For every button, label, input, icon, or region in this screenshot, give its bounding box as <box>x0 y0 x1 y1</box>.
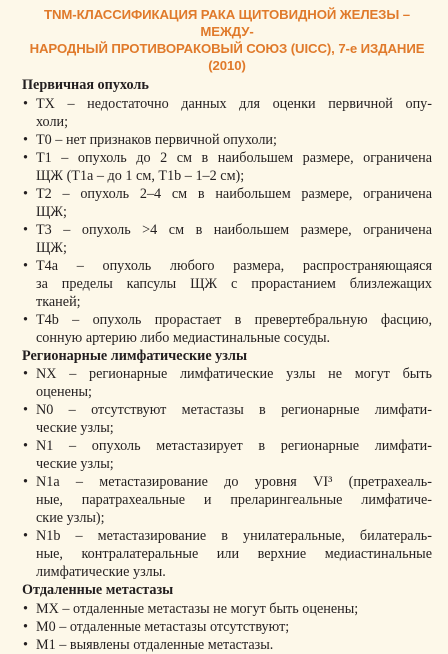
bullet-icon: • <box>23 311 28 328</box>
item-text-line: T0 – нет признаков первичной опухоли; <box>36 131 277 148</box>
item-text-line: TX – недостаточно данных для оценки первичной опу- <box>36 95 432 112</box>
list-item <box>22 95 432 131</box>
section-heading: Первичная опухоль <box>22 77 149 93</box>
item-text-line: T4a – опухоль любого размера, распространяющаяся <box>36 257 432 274</box>
bullet-icon: • <box>23 257 28 274</box>
item-text-line: сонную артерию либо медиастинальные сосуды. <box>36 329 331 346</box>
item-text-line: N1b – метастазирование в унилатеральные, билатераль- <box>36 528 432 544</box>
item-text-line: N1a – метастазирование до уровня VI³ (претрахеаль- <box>36 474 432 490</box>
item-text-line: оценены; <box>36 384 92 400</box>
bullet-icon: • <box>23 366 28 382</box>
item-text-line: ческие узлы; <box>36 420 114 436</box>
title-line-1: TNM-КЛАССИФИКАЦИЯ РАКА ЩИТОВИДНОЙ ЖЕЛЕЗЫ – МЕЖДУ- <box>44 7 410 39</box>
section-list <box>22 95 432 347</box>
item-text-line: T2 – опухоль 2–4 см в наибольшем размере, ограничена <box>36 185 432 202</box>
item-text-line: MX – отдаленные метастазы не могут быть оценены; <box>36 600 359 617</box>
section-list <box>22 600 432 654</box>
bullet-icon: • <box>23 185 28 202</box>
section-heading: Отдаленные метастазы <box>22 582 174 598</box>
item-text-line: M0 – отдаленные метастазы отсутствуют; <box>36 618 290 635</box>
list-item <box>22 185 432 221</box>
item-text-line: ные, контралатеральные или верхние медиастинальные <box>36 546 432 562</box>
item-text-line: NX – регионарные лимфатические узлы не могут быть <box>36 366 432 382</box>
item-text-line: T4b – опухоль прорастает в превертебральную фасцию, <box>36 311 432 328</box>
bullet-icon: • <box>23 600 28 617</box>
bullet-icon: • <box>23 221 28 238</box>
list-item <box>22 473 432 527</box>
list-item <box>22 221 432 257</box>
title-line-2: НАРОДНЫЙ ПРОТИВОРАКОВЫЙ СОЮЗ (UICC), 7-е ИЗДАНИЕ (2010) <box>29 41 425 73</box>
item-text-line: лимфатические узлы. <box>36 564 166 580</box>
list-item <box>22 600 432 618</box>
item-text-line: T3 – опухоль >4 см в наибольшем размере, ограничена <box>36 221 432 238</box>
page-title <box>22 6 432 74</box>
section-list <box>22 365 432 581</box>
sections-container <box>22 77 432 654</box>
item-text-line: T1 – опухоль до 2 см в наибольшем размере, ограничена <box>36 149 432 166</box>
item-text-line: ческие узлы; <box>36 456 114 472</box>
list-item <box>22 311 432 347</box>
item-text-line: ские узлы); <box>36 510 105 526</box>
item-text-line: ЩЖ; <box>36 203 67 220</box>
list-item <box>22 618 432 636</box>
bullet-icon: • <box>23 636 28 653</box>
item-text-line: тканей; <box>36 293 81 310</box>
bullet-icon: • <box>23 438 28 454</box>
list-item <box>22 149 432 185</box>
bullet-icon: • <box>23 474 28 490</box>
item-text-line: ЩЖ (T1a – до 1 см, T1b – 1–2 см); <box>36 167 245 184</box>
bullet-icon: • <box>23 95 28 112</box>
list-item <box>22 437 432 473</box>
item-text-line: холи; <box>36 113 69 130</box>
list-item <box>22 401 432 437</box>
list-item <box>22 365 432 401</box>
item-text-line: M1 – выявлены отдаленные метастазы. <box>36 636 274 653</box>
item-text-line: за пределы капсулы ЩЖ с прорастанием близлежащих <box>36 275 432 292</box>
bullet-icon: • <box>23 149 28 166</box>
list-item <box>22 131 432 149</box>
list-item <box>22 636 432 654</box>
bullet-icon: • <box>23 402 28 418</box>
list-item <box>22 257 432 311</box>
list-item <box>22 527 432 581</box>
item-text-line: ЩЖ; <box>36 239 67 256</box>
item-text-line: N1 – опухоль метастазирует в регионарные лимфати- <box>36 438 432 454</box>
bullet-icon: • <box>23 528 28 544</box>
item-text-line: ные, паратрахеальные и преларингеальные лимфатиче- <box>36 492 432 508</box>
bullet-icon: • <box>23 131 28 148</box>
item-text-line: N0 – отсутствуют метастазы в регионарные лимфати- <box>36 402 432 418</box>
section-heading: Регионарные лимфатические узлы <box>22 347 248 364</box>
bullet-icon: • <box>23 618 28 635</box>
